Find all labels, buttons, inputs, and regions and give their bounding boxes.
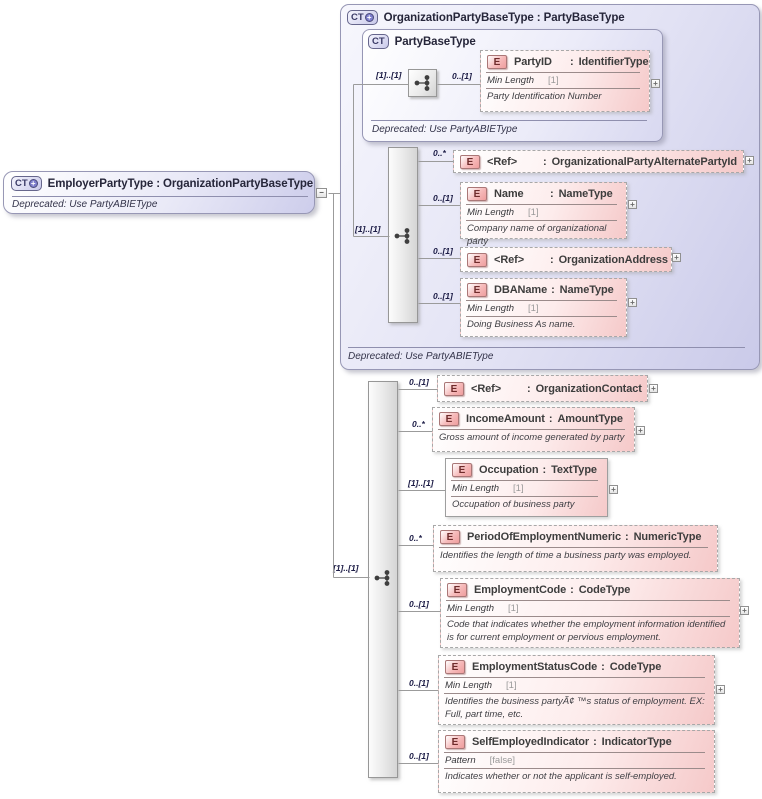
expand-button[interactable]: + [745,156,754,165]
element-ref-organizational-party-alternate-party-id: E <Ref> : OrganizationalPartyAlternatePartyId [453,150,744,173]
complex-type-icon: CT + [347,10,378,25]
element-income-amount: E IncomeAmount : AmountType Gross amount of income generated by party [432,407,635,452]
complex-type-icon: CT [368,34,389,49]
derived-plus-icon: + [365,13,374,22]
expand-button[interactable]: + [609,485,618,494]
cardinality-label: [1]..[1] [333,563,359,573]
element-employment-code: E EmploymentCode : CodeType Min Length [1] Code that indicates whether the employment information identified is for current employment or pervious employment. [440,578,740,648]
element-ref-organization-address: E <Ref> : OrganizationAddress [460,247,672,272]
element-dba-name: E DBAName : NameType Min Length [1] Doing Business As name. [460,278,627,337]
element-description: Doing Business As name. [467,319,576,330]
party-base-title: PartyBaseType [394,35,476,48]
expand-button[interactable]: + [672,253,681,262]
element-occupation: E Occupation : TextType Min Length [1] Occupation of business party [445,458,608,517]
element-icon: E [467,283,487,297]
divider [371,120,647,121]
employer-title: EmployerPartyType : OrganizationPartyBaseType [47,177,314,190]
expand-button[interactable]: + [651,79,660,88]
cardinality-label: 0..[1] [433,193,453,203]
element-description: Code that indicates whether the employment information identified is for current employment or pervious employment. [447,619,726,643]
element-description: Party Identification Number [487,91,602,102]
party-base-deprecated-note: Deprecated: Use PartyABIEType [372,124,518,135]
cardinality-label: [1]..[1] [355,224,381,234]
cardinality-label: 0..* [433,148,446,158]
cardinality-label: 0..[1] [409,377,429,387]
expand-button[interactable]: + [716,685,725,694]
cardinality-label: 0..* [412,419,425,429]
element-icon: E [445,660,465,674]
element-party-id: E PartyID : IdentifierType Min Length [1] Party Identification Number [480,50,650,112]
cardinality-label: 0..[1] [409,599,429,609]
sequence-icon [393,226,413,246]
cardinality-label: 0..[1] [433,291,453,301]
sequence-icon [373,568,393,588]
element-icon: E [445,735,465,749]
element-icon: E [460,155,480,169]
employer-header [11,176,313,191]
sequence-icon [413,73,433,93]
element-icon: E [452,463,472,477]
complex-type-employer-party-type [3,171,315,214]
element-icon: E [467,253,487,267]
element-icon: E [440,530,460,544]
element-description: Indicates whether or not the applicant is self-employed. [445,771,677,782]
cardinality-label: 0..* [409,533,422,543]
element-ref-organization-contact: E <Ref> : OrganizationContact [437,375,648,402]
element-icon: E [447,583,467,597]
element-description: Identifies the length of time a business party was employed. [440,550,692,561]
element-icon: E [487,55,507,69]
expand-button[interactable]: + [649,384,658,393]
org-header [347,10,625,25]
derived-plus-icon: + [29,179,38,188]
element-icon: E [439,412,459,426]
sequence-compositor[interactable] [408,69,437,97]
element-icon: E [444,382,464,396]
expand-button[interactable]: + [740,606,749,615]
element-self-employed-indicator: E SelfEmployedIndicator : IndicatorType Pattern [false] Indicates whether or not the applicant is self-employed. [438,730,715,793]
cardinality-label: [1]..[1] [408,478,434,488]
org-deprecated-note: Deprecated: Use PartyABIEType [348,351,494,362]
party-base-header [368,34,476,49]
expand-button[interactable]: + [628,298,637,307]
divider [348,347,745,348]
element-period-of-employment-numeric: E PeriodOfEmploymentNumeric : NumericType Identifies the length of time a business party was employed. [433,525,718,572]
element-description: Gross amount of income generated by party [439,432,625,443]
cardinality-label: 0..[1] [452,71,472,81]
element-employment-status-code: E EmploymentStatusCode : CodeType Min Length [1] Identifies the business partyÃ¢ ™s status of employment. EX: Full, part time, etc. [438,655,715,725]
element-description: Occupation of business party [452,499,575,510]
expand-button[interactable]: + [628,200,637,209]
cardinality-label: [1]..[1] [376,70,402,80]
divider [12,196,308,197]
element-description: Company name of organizational party [467,223,607,247]
expand-button[interactable]: + [636,426,645,435]
employer-deprecated-note: Deprecated: Use PartyABIEType [12,199,158,210]
element-description: Identifies the business partyÃ¢ ™s status of employment. EX: Full, part time, etc. [445,696,705,720]
cardinality-label: 0..[1] [433,246,453,256]
element-name: E Name : NameType Min Length [1] Company name of organizational party [460,182,627,239]
collapse-button[interactable]: − [316,188,327,198]
org-title: OrganizationPartyBaseType : PartyBaseType [383,11,625,24]
cardinality-label: 0..[1] [409,751,429,761]
element-icon: E [467,187,487,201]
cardinality-label: 0..[1] [409,678,429,688]
complex-type-icon: CT + [11,176,42,191]
